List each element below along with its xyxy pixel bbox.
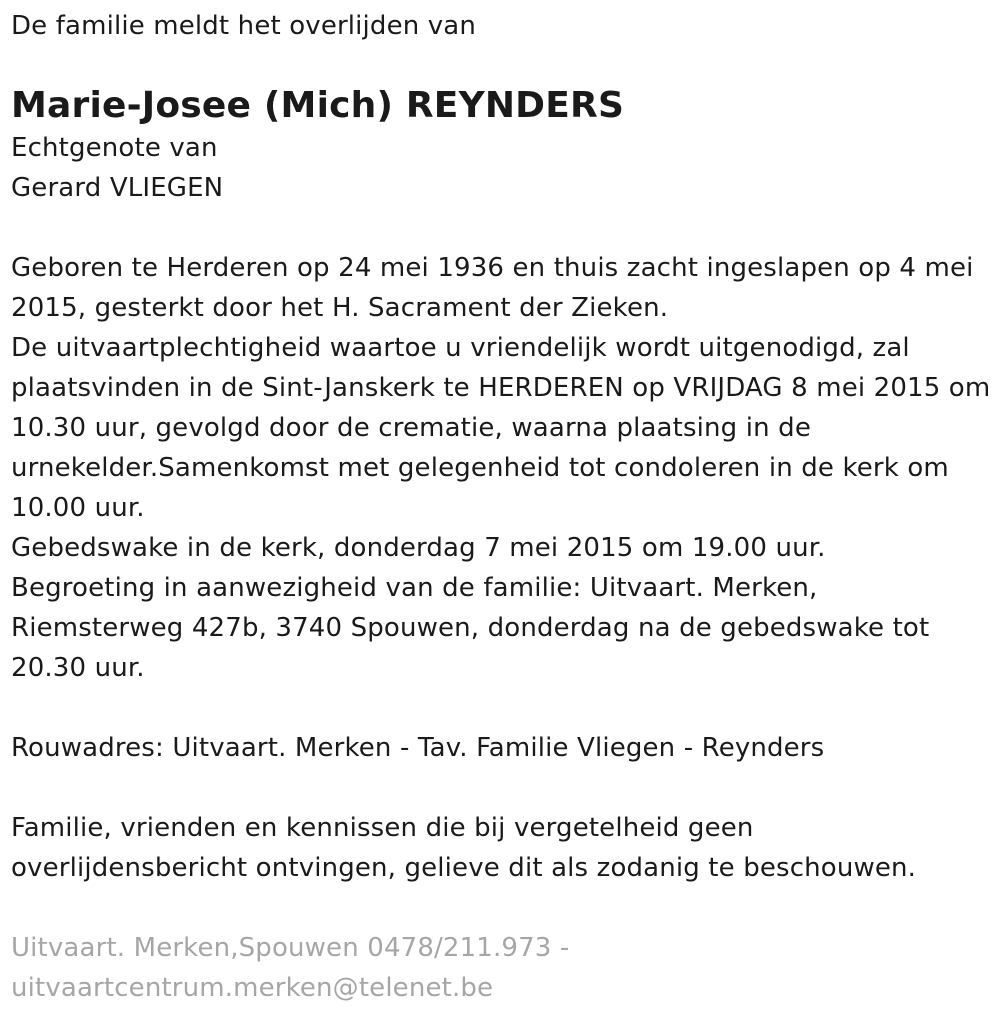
body-line: 10.00 uur.	[11, 493, 145, 523]
intro-text: De familie meldt het overlijden van	[11, 11, 477, 41]
body-line: Geboren te Herderen op 24 mei 1936 en thuis zacht ingeslapen op 4 mei	[11, 253, 974, 283]
spacer	[11, 768, 1000, 808]
footer-contact	[11, 928, 1000, 1008]
body-line: urnekelder.Samenkomst met gelegenheid tot condoleren in de kerk om	[11, 453, 949, 483]
body-line: De uitvaartplechtigheid waartoe u vriendelijk wordt uitgenodigd, zal	[11, 333, 910, 363]
spouse-label: Echtgenote van	[11, 133, 218, 163]
closing-text	[11, 808, 1000, 888]
deceased-name: Marie-Josee (Mich) REYNDERS	[11, 85, 625, 126]
spacer	[11, 688, 1000, 728]
body-text	[11, 248, 1000, 688]
body-line: Riemsterweg 427b, 3740 Spouwen, donderdag na de gebedswake tot	[11, 613, 930, 643]
spacer	[11, 888, 1000, 928]
closing-line: overlijdensbericht ontvingen, gelieve dit als zodanig te beschouwen.	[11, 853, 917, 883]
body-line: 2015, gesterkt door het H. Sacrament der Zieken.	[11, 293, 669, 323]
rouwadres: Rouwadres: Uitvaart. Merken - Tav. Familie Vliegen - Reynders	[11, 733, 825, 763]
body-line: plaatsvinden in de Sint-Janskerk te HERDEREN op VRIJDAG 8 mei 2015 om	[11, 373, 991, 403]
closing-line: Familie, vrienden en kennissen die bij vergetelheid geen	[11, 813, 754, 843]
body-line: 20.30 uur.	[11, 653, 145, 683]
body-line: Begroeting in aanwezigheid van de familie: Uitvaart. Merken,	[11, 573, 818, 603]
body-line: Gebedswake in de kerk, donderdag 7 mei 2015 om 19.00 uur.	[11, 533, 826, 563]
footer-line: Uitvaart. Merken,Spouwen 0478/211.973 -	[11, 933, 570, 963]
spacer	[11, 208, 1000, 248]
body-line: 10.30 uur, gevolgd door de crematie, waarna plaatsing in de	[11, 413, 811, 443]
footer-email: uitvaartcentrum.merken@telenet.be	[11, 973, 494, 1003]
spouse-name: Gerard VLIEGEN	[11, 173, 224, 203]
